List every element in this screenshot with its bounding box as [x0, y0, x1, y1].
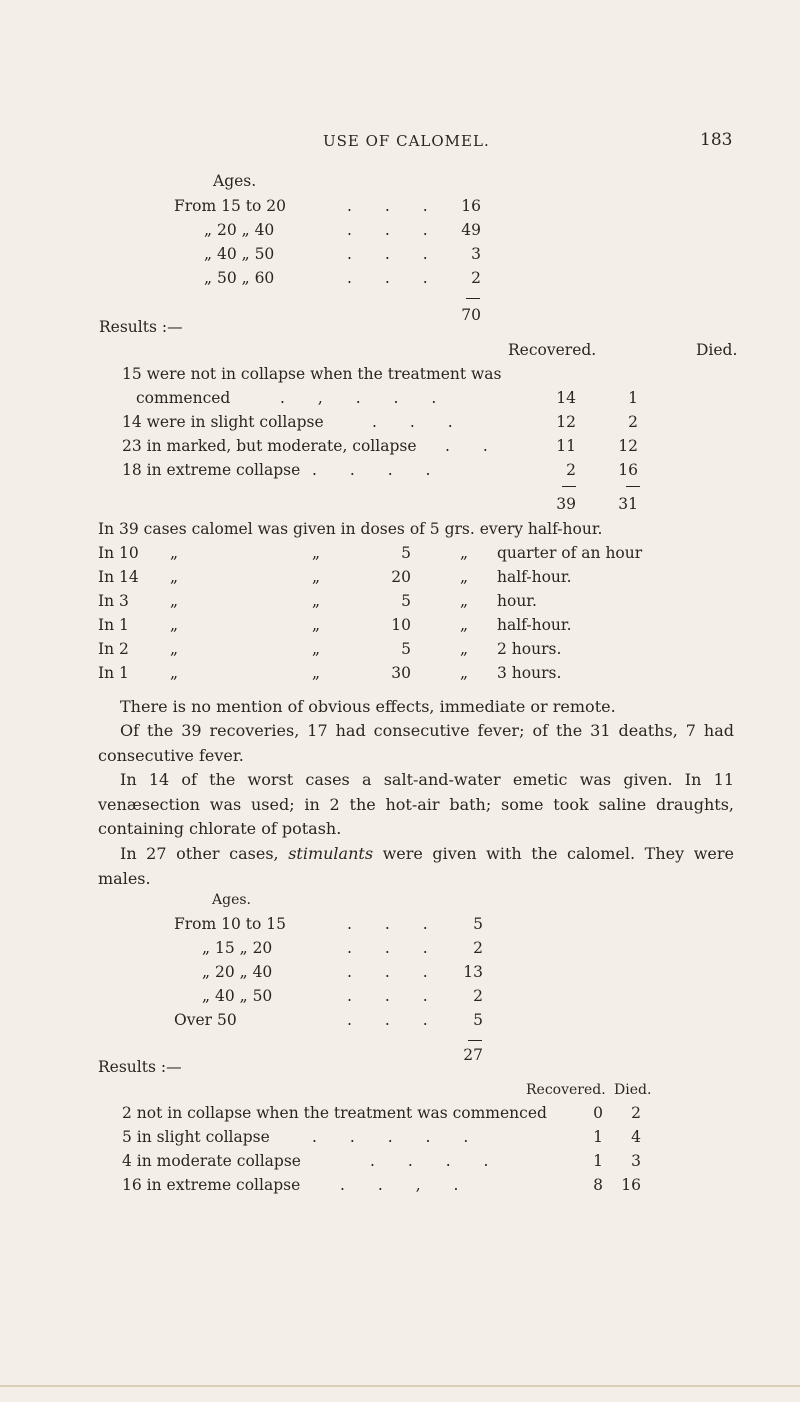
- ditto: „: [312, 568, 321, 586]
- age-range: Over 50: [174, 1011, 237, 1029]
- age-count: 5: [473, 915, 483, 933]
- dose-grs: 30: [391, 664, 411, 682]
- page-number: 183: [700, 130, 733, 150]
- ditto: „: [170, 592, 179, 610]
- result-text: 2 not in collapse when the treatment was commenced: [122, 1104, 547, 1122]
- leader-dots: . , . . .: [280, 389, 451, 407]
- ditto: „: [170, 640, 179, 658]
- age-range: „ 40 „ 50: [204, 245, 275, 263]
- ditto: „: [312, 640, 321, 658]
- ages-label: Ages.: [212, 892, 251, 908]
- results-label: Results :—: [98, 1058, 182, 1076]
- ditto: „: [460, 664, 469, 682]
- ditto: „: [460, 568, 469, 586]
- recovered-count: 11: [556, 437, 576, 455]
- leader-dots: . . , .: [340, 1176, 473, 1194]
- ditto: „: [312, 592, 321, 610]
- leader-dots: . . .: [347, 915, 442, 933]
- recovered-count: 1: [593, 1152, 603, 1170]
- dose-label: In 1: [98, 616, 129, 634]
- died-count: 1: [628, 389, 638, 407]
- age-count: 2: [471, 269, 481, 287]
- ages-label: Ages.: [213, 172, 257, 190]
- ditto: „: [170, 544, 179, 562]
- leader-dots: . . .: [347, 245, 442, 263]
- sum-rule: [562, 486, 576, 487]
- paragraph-text: were given with the calomel. They were males.: [98, 844, 735, 888]
- ditto: „: [460, 544, 469, 562]
- dose-grs: 10: [391, 616, 411, 634]
- ditto: „: [170, 664, 179, 682]
- age-count: 16: [461, 197, 481, 215]
- age-count: 49: [461, 221, 481, 239]
- doses-intro: In 39 cases calomel was given in doses of 5 grs. every half-hour.: [98, 520, 603, 538]
- ditto: „: [312, 544, 321, 562]
- sum-rule: [466, 298, 480, 299]
- col-died: Died.: [614, 1082, 652, 1098]
- leader-dots: . . .: [347, 963, 442, 981]
- leader-dots: . . .: [347, 987, 442, 1005]
- age-total: 27: [463, 1046, 483, 1064]
- paragraph: [98, 842, 734, 891]
- age-count: 2: [473, 939, 483, 957]
- age-range: „ 20 „ 40: [202, 963, 273, 981]
- age-range: From 15 to 20: [174, 197, 286, 215]
- ditto: „: [460, 640, 469, 658]
- ditto: „: [312, 616, 321, 634]
- leader-dots: . . . . .: [312, 1128, 483, 1146]
- recovered-count: 8: [593, 1176, 603, 1194]
- ditto: „: [460, 592, 469, 610]
- dose-label: In 14: [98, 568, 139, 586]
- died-count: 12: [618, 437, 638, 455]
- dose-grs: 5: [401, 544, 411, 562]
- ditto: „: [170, 568, 179, 586]
- sum-rule: [468, 1040, 482, 1041]
- col-recovered: Recovered.: [526, 1082, 606, 1098]
- dose-grs: 20: [391, 568, 411, 586]
- result-text: 16 in extreme collapse: [122, 1176, 301, 1194]
- result-text: commenced: [136, 389, 231, 407]
- leader-dots: . . . .: [370, 1152, 503, 1170]
- recovered-count: 2: [566, 461, 576, 479]
- running-head: USE OF CALOMEL.: [323, 132, 490, 150]
- dose-grs: 5: [401, 592, 411, 610]
- age-range: „ 20 „ 40: [204, 221, 275, 239]
- sum-rule: [626, 486, 640, 487]
- leader-dots: . . .: [347, 197, 442, 215]
- dose-interval: half-hour.: [497, 616, 572, 634]
- ditto: „: [170, 616, 179, 634]
- dose-label: In 3: [98, 592, 129, 610]
- age-range: From 10 to 15: [174, 915, 286, 933]
- recovered-count: 0: [593, 1104, 603, 1122]
- paragraph-text: In 27 other cases,: [120, 844, 279, 863]
- dose-label: In 2: [98, 640, 129, 658]
- col-died: Died.: [696, 341, 738, 359]
- dose-interval: quarter of an hour: [497, 544, 643, 562]
- result-text: 23 in marked, but moderate, collapse: [122, 437, 417, 455]
- age-count: 2: [473, 987, 483, 1005]
- died-count: 4: [631, 1128, 641, 1146]
- result-text: 18 in extreme collapse: [122, 461, 301, 479]
- result-text: 4 in moderate collapse: [122, 1152, 301, 1170]
- leader-dots: . . .: [347, 221, 442, 239]
- paragraph: In 14 of the worst cases a salt-and-water emetic was given. In 11 venæsection was used; in 2 the hot-air bath; some took saline draughts, containing chlorate of potash.: [98, 770, 734, 839]
- dose-grs: 5: [401, 640, 411, 658]
- age-range: „ 40 „ 50: [202, 987, 273, 1005]
- recovered-count: 14: [556, 389, 576, 407]
- paragraph: Of the 39 recoveries, 17 had consecutive fever; of the 31 deaths, 7 had consecutive fever.: [98, 721, 734, 765]
- ditto: „: [312, 664, 321, 682]
- col-recovered: Recovered.: [508, 341, 597, 359]
- leader-dots: . . .: [372, 413, 467, 431]
- died-count: 3: [631, 1152, 641, 1170]
- result-text: 15 were not in collapse when the treatment was: [122, 365, 502, 383]
- recovered-count: 12: [556, 413, 576, 431]
- dose-interval: 3 hours.: [497, 664, 562, 682]
- dose-label: In 1: [98, 664, 129, 682]
- result-text: 14 were in slight collapse: [122, 413, 324, 431]
- ditto: „: [460, 616, 469, 634]
- results-label: Results :—: [99, 318, 183, 336]
- age-total: 70: [461, 306, 481, 324]
- age-count: 5: [473, 1011, 483, 1029]
- leader-dots: . . .: [347, 939, 442, 957]
- dose-label: In 10: [98, 544, 139, 562]
- result-text: 5 in slight collapse: [122, 1128, 270, 1146]
- age-range: „ 15 „ 20: [202, 939, 273, 957]
- total-recovered: 39: [556, 495, 576, 513]
- leader-dots: . . .: [347, 1011, 442, 1029]
- leader-dots: . . .: [347, 269, 442, 287]
- died-count: 16: [618, 461, 638, 479]
- dose-interval: hour.: [497, 592, 537, 610]
- leader-dots: . . . .: [312, 461, 445, 479]
- age-range: „ 50 „ 60: [204, 269, 275, 287]
- leader-dots: . .: [445, 437, 502, 455]
- died-count: 2: [628, 413, 638, 431]
- age-count: 13: [463, 963, 483, 981]
- age-count: 3: [471, 245, 481, 263]
- emphasis: stimulants: [288, 844, 374, 863]
- total-died: 31: [618, 495, 638, 513]
- died-count: 2: [631, 1104, 641, 1122]
- paragraph: There is no mention of obvious effects, immediate or remote.: [120, 697, 616, 716]
- dose-interval: 2 hours.: [497, 640, 562, 658]
- recovered-count: 1: [593, 1128, 603, 1146]
- dose-interval: half-hour.: [497, 568, 572, 586]
- died-count: 16: [621, 1176, 641, 1194]
- page-edge: [0, 1385, 800, 1387]
